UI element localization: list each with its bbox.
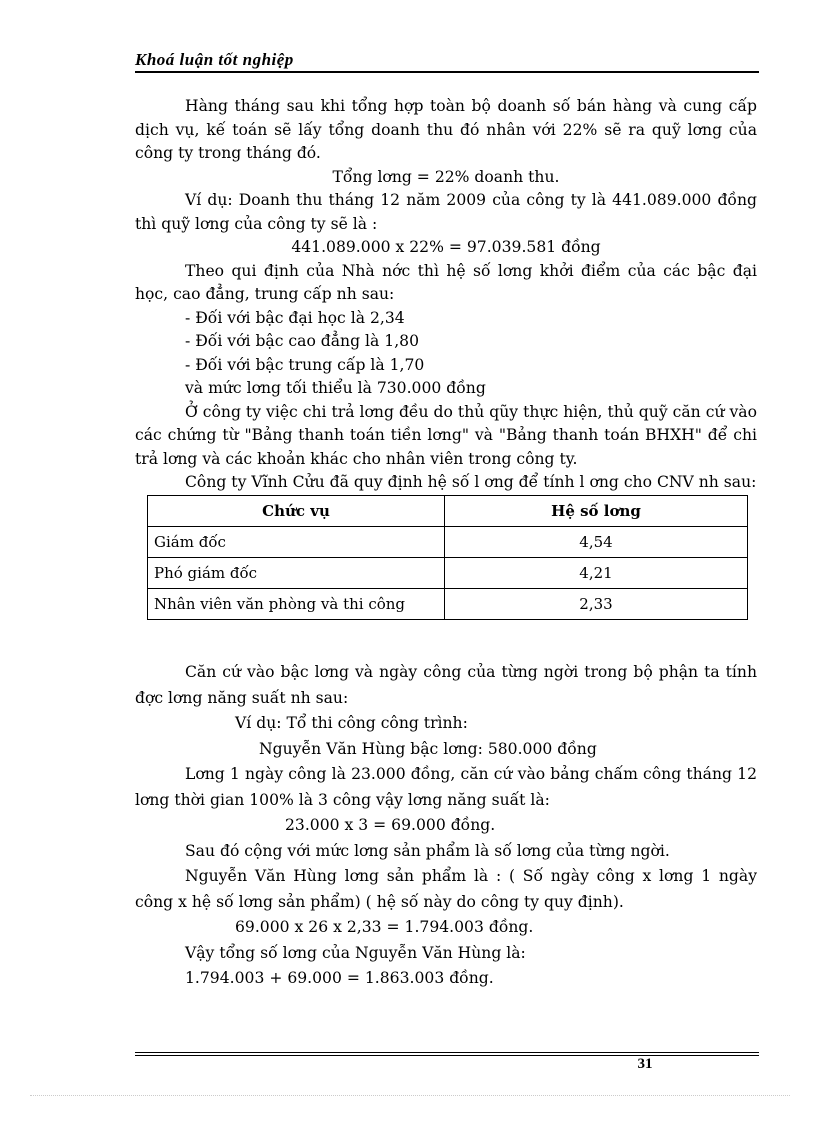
table-row (148, 558, 748, 589)
formula-productivity: 23.000 x 3 = 69.000 đồng. (285, 816, 496, 834)
salary-coefficient-table (147, 495, 748, 620)
paragraph-product-wage: Nguyễn Văn Hùng lơng sản phẩm là : ( Số ngày công x lơng 1 ngày công x hệ số lơng sản phẩm) ( hệ số này do công ty quy định). (135, 867, 757, 911)
header-rule (135, 71, 759, 73)
paragraph-salary-fund: Hàng tháng sau khi tổng hợp toàn bộ doanh số bán hàng và cung cấp dịch vụ, kế toán sẽ lấy tổng doanh thu đó nhân với 22% sẽ ra quỹ lơng của công ty trong tháng đó. (135, 97, 757, 162)
paragraph-daily-wage: Lơng 1 ngày công là 23.000 đồng, căn cứ vào bảng chấm công tháng 12 lơng thời gian 100% là 3 công vậy lơng năng suất là: (135, 765, 757, 809)
cell-coefficient: 2,33 (445, 589, 748, 620)
cell-position: Nhân viên văn phòng và thi công (148, 589, 445, 620)
formula-total: 1.794.003 + 69.000 = 1.863.003 đồng. (185, 969, 494, 987)
paragraph-example-team: Ví dụ: Tổ thi công công trình: (235, 714, 468, 732)
paragraph-min-salary: và mức lơng tối thiểu là 730.000 đồng (185, 379, 486, 397)
paragraph-example: Ví dụ: Doanh thu tháng 12 năm 2009 của công ty là 441.089.000 đồng thì quỹ lơng của công ty sẽ là : (135, 191, 757, 233)
table-row (148, 527, 748, 558)
cell-coefficient: 4,21 (445, 558, 748, 589)
table-row (148, 589, 748, 620)
body-section-1 (135, 95, 757, 495)
paragraph-payment: Ở công ty việc chi trả lơng đều do thủ qũy thực hiện, thủ quỹ căn cứ vào các chứng từ "Bảng thanh toán tiền lơng" và "Bảng thanh toán BHXH" để chi trả lơng và các khoản khác cho nhân viên trong công ty. (135, 402, 757, 468)
page-number: 31 (637, 1056, 653, 1072)
cell-position: Giám đốc (148, 527, 445, 558)
cell-coefficient: 4,54 (445, 527, 748, 558)
formula-product-wage: 69.000 x 26 x 2,33 = 1.794.003 đồng. (235, 918, 534, 936)
list-item: - Đối với bậc cao đẳng là 1,80 (185, 332, 420, 350)
paragraph-regulation: Theo qui định của Nhà nớc thì hệ số lơng khởi điểm của các bậc đại học, cao đẳng, trung cấp nh sau: (135, 261, 757, 303)
paragraph-employee-grade: Nguyễn Văn Hùng bậc lơng: 580.000 đồng (259, 739, 597, 758)
page-header (135, 50, 759, 73)
column-header-position: Chức vụ (148, 496, 445, 527)
list-item: - Đối với bậc đại học là 2,34 (185, 308, 405, 327)
formula-total-salary: Tổng lơng = 22% doanh thu. (332, 167, 560, 186)
formula-example: 441.089.000 x 22% = 97.039.581 đồng (291, 238, 601, 256)
cell-position: Phó giám đốc (148, 558, 445, 589)
footer-rule (135, 1052, 759, 1053)
paragraph-sum: Sau đó cộng với mức lơng sản phẩm là số lơng của từng ngời. (185, 841, 670, 860)
paragraph-coefficient-intro: Công ty Vĩnh Cửu đã quy định hệ số l ơng để tính l ơng cho CNV nh sau: (185, 473, 757, 491)
header-title: Khoá luận tốt nghiệp (135, 50, 294, 69)
table-header-row (148, 496, 748, 527)
column-header-coefficient: Hệ số lơng (445, 496, 748, 527)
paragraph-total-intro: Vậy tổng số lơng của Nguyễn Văn Hùng là: (185, 943, 526, 962)
paragraph-productivity: Căn cứ vào bậc lơng và ngày công của từng ngời trong bộ phận ta tính đợc lơng năng suất nh sau: (135, 663, 757, 707)
body-section-2 (135, 660, 757, 992)
page-bottom-divider (30, 1095, 790, 1096)
list-item: - Đối với bậc trung cấp là 1,70 (185, 355, 425, 374)
